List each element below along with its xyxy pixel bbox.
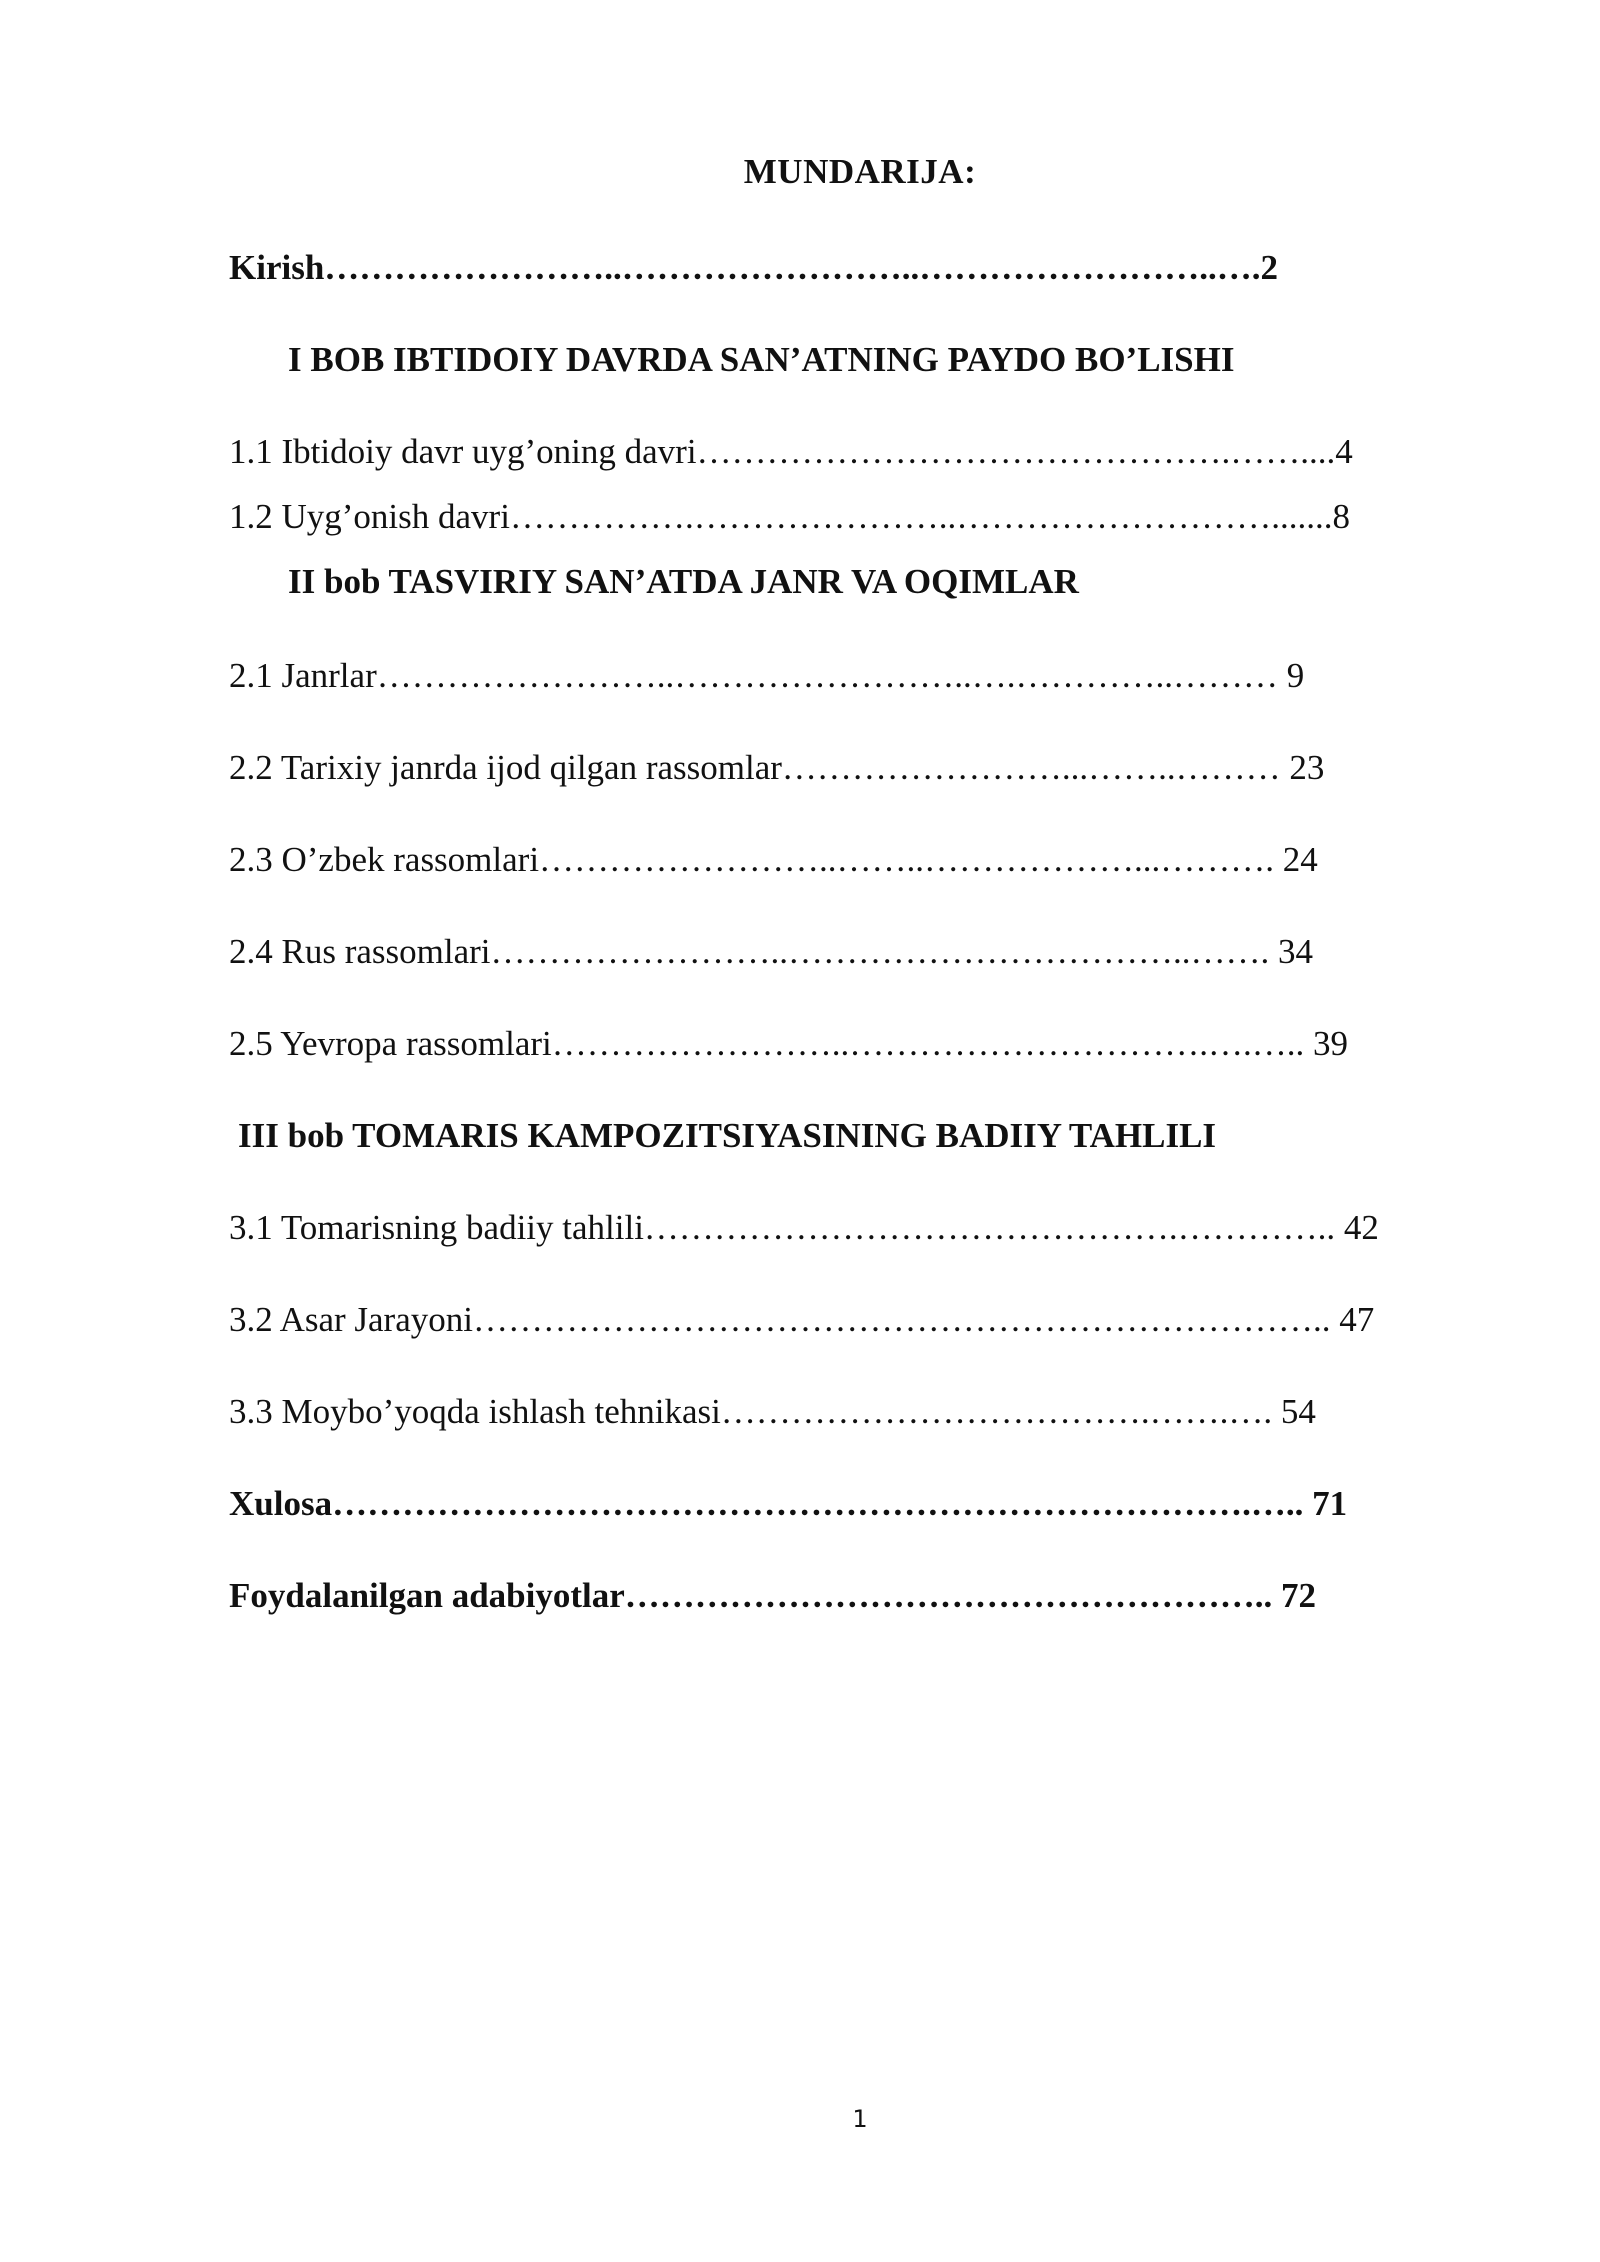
chapter-heading-3: III bob TOMARIS KAMPOZITSIYASINING BADIIY TAHLILI bbox=[238, 1116, 1217, 1155]
chapter-heading-1: I BOB IBTIDOIY DAVRDA SAN’ATNING PAYDO BO’LISHI bbox=[288, 340, 1235, 379]
toc-entry-2-2: 2.2 Tarixiy janrda ijod qilgan rassomlar……………………...……..……… 23 bbox=[229, 748, 1325, 787]
chapter-heading-2: II bob TASVIRIY SAN’ATDA JANR VA OQIMLAR bbox=[288, 562, 1079, 601]
toc-entry-intro: Kirish……………………..……………………..……………………..….2 bbox=[229, 248, 1279, 287]
toc-entry-2-5: 2.5 Yevropa rassomlari……………………..………………………….….….. 39 bbox=[229, 1024, 1348, 1063]
toc-entry-conclusion: Xulosa…………………………………………………………………….….. 71 bbox=[229, 1484, 1348, 1523]
toc-entry-2-1: 2.1 Janrlar……………………..……………………..….…………..……… 9 bbox=[229, 656, 1305, 695]
toc-entry-3-3: 3.3 Moybo’yoqda ishlash tehnikasi……………………………….…….…. 54 bbox=[229, 1392, 1316, 1431]
toc-entry-3-1: 3.1 Tomarisning badiiy tahlili……………………………………….………….. 42 bbox=[229, 1208, 1379, 1247]
page-title: MUNDARIJA: bbox=[743, 152, 977, 191]
toc-entry-1-1: 1.1 Ibtidoiy davr uyg’oning davri……………………………………….……....4 bbox=[229, 432, 1353, 471]
toc-entry-2-3: 2.3 O’zbek rassomlari……………………..……..………………...………. 24 bbox=[229, 840, 1318, 879]
toc-entry-references: Foydalanilgan adabiyotlar……………………………………………….. 72 bbox=[229, 1576, 1317, 1615]
toc-entry-2-4: 2.4 Rus rassomlari……………………..……………………………..……. 34 bbox=[229, 932, 1314, 971]
toc-entry-1-2: 1.2 Uyg’onish davri…………….…………………..……………………….......8 bbox=[229, 497, 1350, 536]
page-number: 1 bbox=[852, 2105, 868, 2133]
toc-entry-3-2: 3.2 Asar Jarayoni……………………………………………………………….. 47 bbox=[229, 1300, 1375, 1339]
